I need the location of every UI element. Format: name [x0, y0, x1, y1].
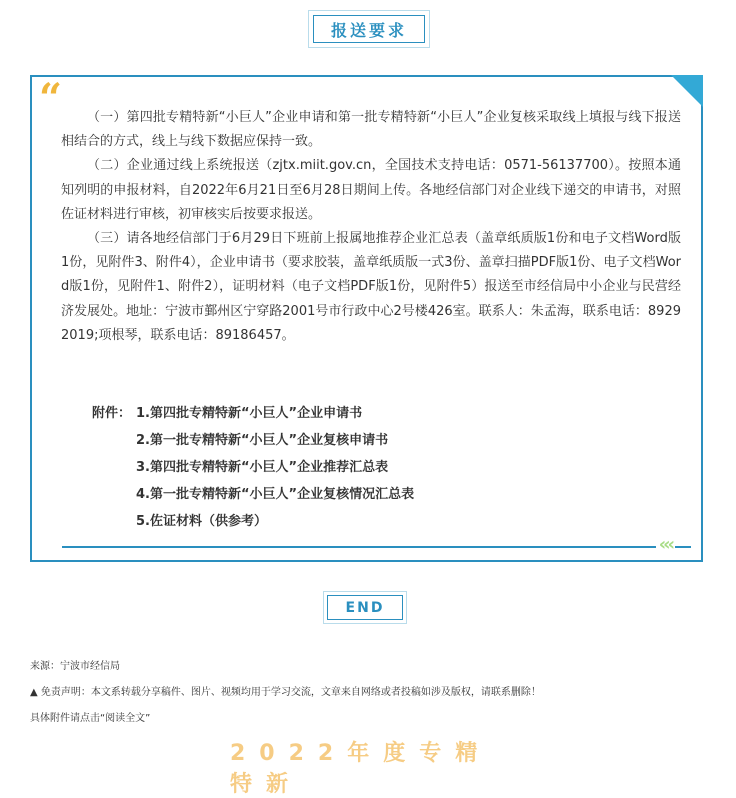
end-badge	[323, 591, 407, 624]
attachment-item	[92, 508, 414, 535]
end-label: END	[327, 595, 403, 620]
paragraph-3: （三）请各地经信部门于6月29日下班前上报属地推荐企业汇总表（盖章纸质版1份和电子文档Word版1份，见附件3、附件4），企业申请书（要求胶装，盖章纸质版一式3份、盖章扫描PDF版1份、电子文档Word版1份，见附件1、附件2），证明材料（电子文档PDF版1份，见附件5）报送至市经信局中小企业与民营经济发展处。地址：宁波市鄞州区宁穿路2001号市行政中心2号楼426室。联系人：朱孟海，联系电话：89292019;项根琴，联系电话：89186457。	[61, 231, 681, 343]
section-title: 报送要求	[313, 15, 425, 43]
attachment-text: 3.第四批专精特新“小巨人”企业推荐汇总表	[136, 460, 389, 475]
corner-decoration	[671, 75, 703, 107]
attachment-item	[92, 454, 414, 481]
next-section-title-cutoff: 2022年度专精特新	[230, 741, 492, 797]
requirements-card	[30, 75, 703, 562]
attachments-label: 附件：	[92, 406, 132, 421]
disclaimer-text: ▲ 免责声明：本文系转载分享稿件、图片、视频均用于学习交流，文章来自网络或者投稿如涉及版权，请联系删除！	[30, 687, 541, 698]
quote-icon: “	[39, 75, 63, 122]
requirements-text	[61, 106, 681, 348]
chevrons-left-icon: ‹‹‹	[656, 535, 675, 555]
source-text: 来源：宁波市经信局	[30, 661, 120, 672]
read-more-link[interactable]: 具体附件请点击“阅读全文”	[30, 713, 151, 724]
attachment-text: 1.第四批专精特新“小巨人”企业申请书	[136, 406, 363, 421]
section-header	[308, 10, 430, 48]
paragraph-2: （二）企业通过线上系统报送（zjtx.miit.gov.cn，全国技术支持电话：0571-56137700）。按照本通知列明的申报材料，自2022年6月21日至6月28日期间上传。各地经信部门对企业线下递交的申请书，对照佐证材料进行审核，初审核实后按要求报送。	[61, 158, 681, 222]
attachments-list	[92, 400, 414, 535]
attachment-text: 4.第一批专精特新“小巨人”企业复核情况汇总表	[136, 487, 415, 502]
attachment-item	[92, 481, 414, 508]
attachment-text: 5.佐证材料（供参考）	[136, 514, 267, 529]
attachment-item	[92, 400, 414, 427]
attachment-text: 2.第一批专精特新“小巨人”企业复核申请书	[136, 433, 389, 448]
attachment-item	[92, 427, 414, 454]
paragraph-1: （一）第四批专精特新“小巨人”企业申请和第一批专精特新“小巨人”企业复核采取线上填报与线下报送相结合的方式，线上与线下数据应保持一致。	[61, 110, 681, 150]
divider	[62, 546, 691, 548]
footer	[30, 654, 541, 732]
